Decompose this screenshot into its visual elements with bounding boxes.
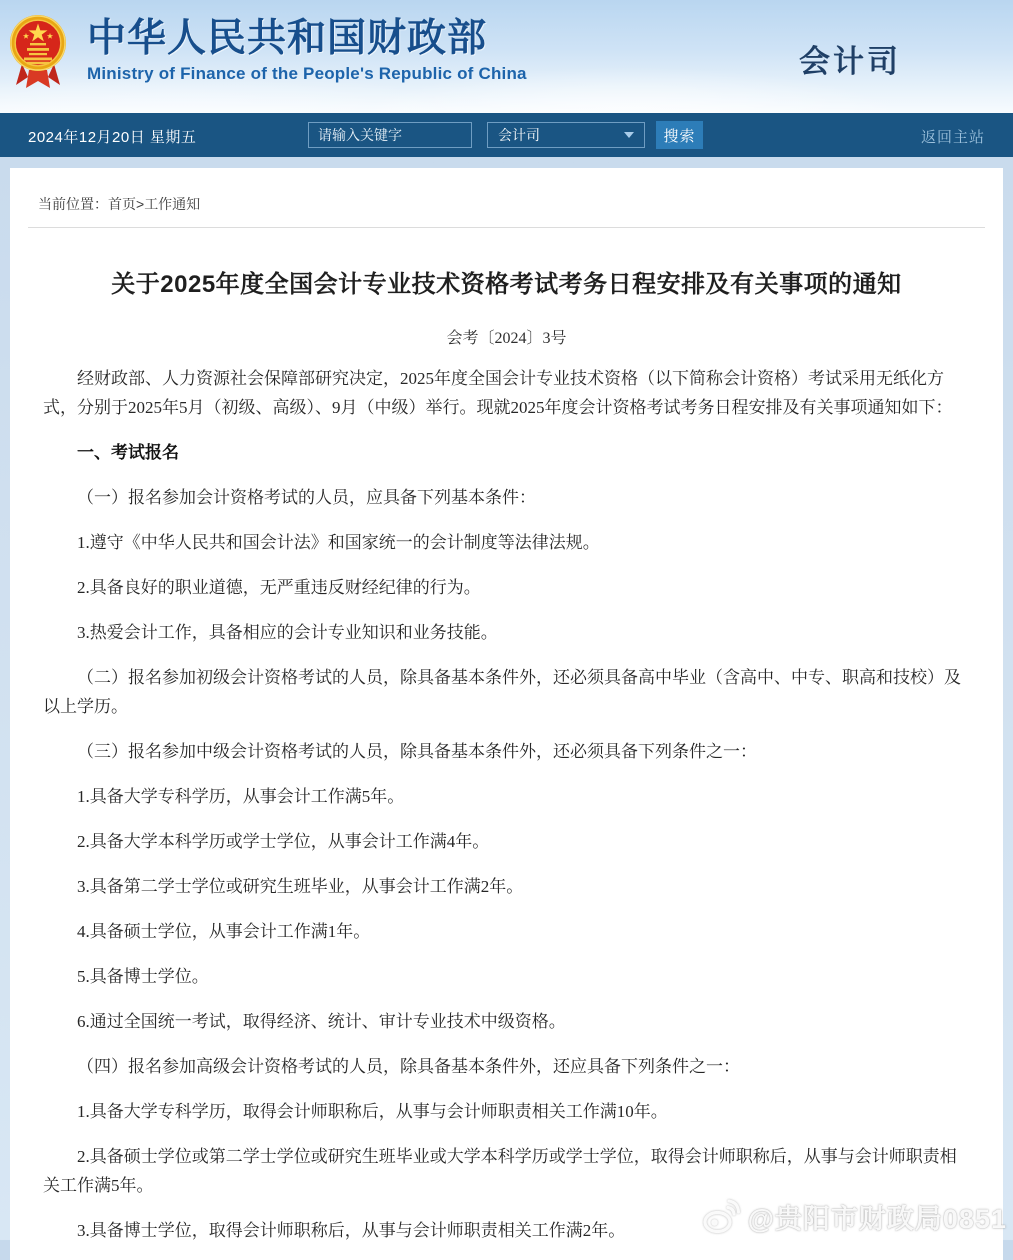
national-emblem-logo (9, 10, 67, 90)
chevron-down-icon (624, 132, 634, 138)
paragraph: （三）报名参加中级会计资格考试的人员，除具备基本条件外，还必须具备下列条件之一： (77, 742, 757, 761)
breadcrumb-prefix: 当前位置： (38, 196, 108, 212)
paragraph: 3.具备博士学位，取得会计师职称后，从事与会计师职责相关工作满2年。 (77, 1221, 626, 1240)
document-title: 关于2025年度全国会计专业技术资格考试考务日程安排及有关事项的通知 (111, 271, 902, 298)
breadcrumb (28, 168, 985, 228)
paragraph: 6.通过全国统一考试，取得经济、统计、审计专业技术中级资格。 (77, 1012, 566, 1031)
search-scope-select[interactable] (487, 122, 645, 148)
document-number: 会考〔2024〕3号 (446, 330, 567, 347)
top-navbar (0, 113, 1013, 157)
org-name-en: Ministry of Finance of the People's Republic of China (87, 64, 527, 83)
paragraph: 经财政部、人力资源社会保障部研究决定，2025年度全国会计专业技术资格（以下简称会计资格）考试采用无纸化方式，分别于2025年5月（初级、高级）、9月（中级）举行。现就2025年度会计资格考试考务日程安排及有关事项通知如下： (43, 369, 953, 417)
paragraph: （一）报名参加会计资格考试的人员，应具备下列基本条件： (77, 488, 536, 507)
content-panel (10, 168, 1003, 1260)
search-input[interactable] (308, 122, 472, 148)
notice-article (10, 264, 1003, 1245)
watermark-text: @贵阳市财政局0851 (747, 1203, 1007, 1234)
document-body (43, 364, 970, 1245)
paragraph: 2.具备大学本科学历或学士学位，从事会计工作满4年。 (77, 832, 490, 851)
current-date: 2024年12月20日 星期五 (28, 129, 197, 146)
paragraph: 3.热爱会计工作，具备相应的会计专业知识和业务技能。 (77, 623, 498, 642)
org-name-cn: 中华人民共和国财政部 (87, 17, 488, 60)
paragraph: 1.具备大学专科学历，从事会计工作满5年。 (77, 787, 405, 806)
search-scope-value: 会计司 (498, 127, 540, 143)
breadcrumb-separator: > (136, 196, 145, 212)
paragraph: 3.具备第二学士学位或研究生班毕业，从事会计工作满2年。 (77, 877, 524, 896)
paragraph: 一、考试报名 (77, 443, 179, 462)
search-button[interactable]: 搜索 (656, 121, 703, 149)
paragraph: （四）报名参加高级会计资格考试的人员，除具备基本条件外，还应具备下列条件之一： (77, 1057, 740, 1076)
brand (9, 10, 527, 90)
site-header (0, 0, 1013, 113)
paragraph: （二）报名参加初级会计资格考试的人员，除具备基本条件外，还必须具备高中毕业（含高中、中专、职高和技校）及以上学历。 (43, 668, 961, 716)
paragraph: 1.具备大学专科学历，取得会计师职称后，从事与会计师职责相关工作满10年。 (77, 1102, 668, 1121)
paragraph: 1.遵守《中华人民共和国会计法》和国家统一的会计制度等法律法规。 (77, 533, 600, 552)
paragraph: 2.具备硕士学位或第二学士学位或研究生班毕业或大学本科学历或学士学位，取得会计师职称后，从事与会计师职责相关工作满5年。 (43, 1147, 957, 1195)
paragraph: 2.具备良好的职业道德，无严重违反财经纪律的行为。 (77, 578, 481, 597)
paragraph: 4.具备硕士学位，从事会计工作满1年。 (77, 922, 371, 941)
site-section-title: 会计司 (799, 44, 901, 79)
breadcrumb-home[interactable]: 首页 (108, 196, 136, 212)
breadcrumb-current[interactable]: 工作通知 (144, 196, 201, 212)
paragraph: 5.具备博士学位。 (77, 967, 209, 986)
back-to-main-link[interactable]: 返回主站 (920, 129, 985, 146)
